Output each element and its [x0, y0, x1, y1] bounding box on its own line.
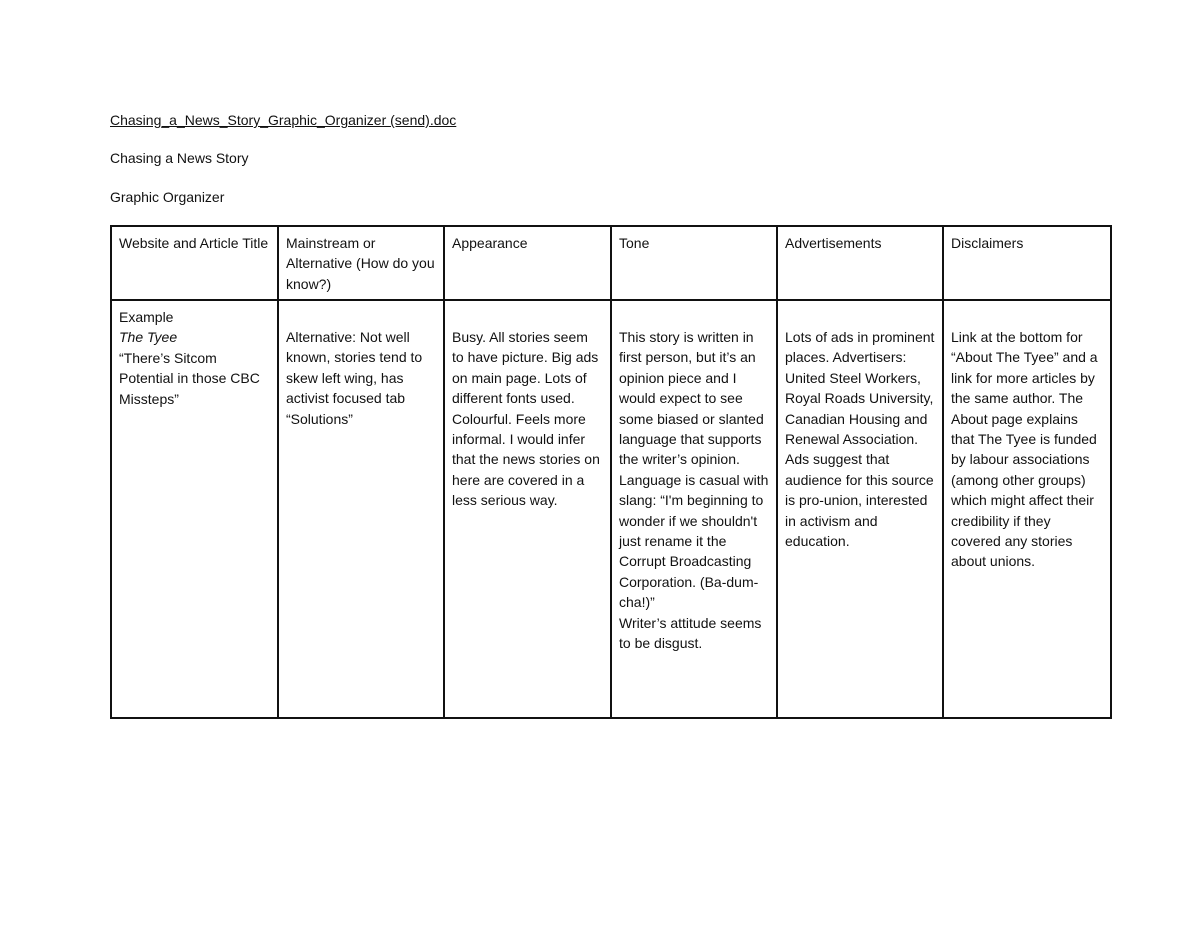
document-filename-link[interactable]: Chasing_a_News_Story_Graphic_Organizer (send).doc: [110, 112, 457, 128]
cell-appearance: [444, 300, 611, 718]
advertisements-text: Lots of ads in prominent places. Advertisers: United Steel Workers, Royal Roads University, Canadian Housing and Renewal Association. Ads suggest that audience for this source is pro-union, interested in activism and education.: [785, 329, 935, 550]
header-mainstream-alternative: Mainstream or Alternative (How do you know?): [278, 226, 444, 300]
table-row: [111, 300, 1111, 718]
cell-tone: [611, 300, 777, 718]
cell-disclaimers: [943, 300, 1111, 718]
header-advertisements: Advertisements: [777, 226, 943, 300]
example-label: Example: [119, 309, 174, 325]
header-disclaimers: Disclaimers: [943, 226, 1111, 300]
graphic-organizer-table: [110, 225, 1112, 719]
header-appearance: Appearance: [444, 226, 611, 300]
disclaimers-text: Link at the bottom for “About The Tyee” and a link for more articles by the same author. The About page explains that The Tyee is funded by labour associations (among other groups) which might affect their credibility if they covered any stories about unions.: [951, 329, 1098, 570]
cell-mainstream-alternative: [278, 300, 444, 718]
mainstream-text: Alternative: Not well known, stories tend to skew left wing, has activist focused tab “Solutions”: [286, 329, 423, 427]
table-header-row: [111, 226, 1111, 300]
cell-advertisements: [777, 300, 943, 718]
example-site-name: The Tyee: [119, 329, 178, 346]
document-subheading: Graphic Organizer: [110, 189, 225, 205]
header-tone: Tone: [611, 226, 777, 300]
document-heading: Chasing a News Story: [110, 150, 249, 166]
header-website-title: Website and Article Title: [111, 226, 278, 300]
appearance-text: Busy. All stories seem to have picture. Big ads on main page. Lots of different fonts used. Colourful. Feels more informal. I would infer that the news stories on here are covered in a less serious way.: [452, 329, 600, 509]
tone-attitude-text: Writer’s attitude seems to be disgust.: [619, 614, 762, 652]
example-article-title: “There’s Sitcom Potential in those CBC Missteps”: [119, 349, 260, 407]
cell-website-title: [111, 300, 278, 718]
tone-text: This story is written in first person, but it’s an opinion piece and I would expect to see some biased or slanted language that supports the writer’s opinion. Language is casual with slang: “I'm beginning to wonder if we shouldn't just rename it the Corrupt Broadcasting Corporation. (Ba-dum-cha!)”: [619, 329, 769, 611]
